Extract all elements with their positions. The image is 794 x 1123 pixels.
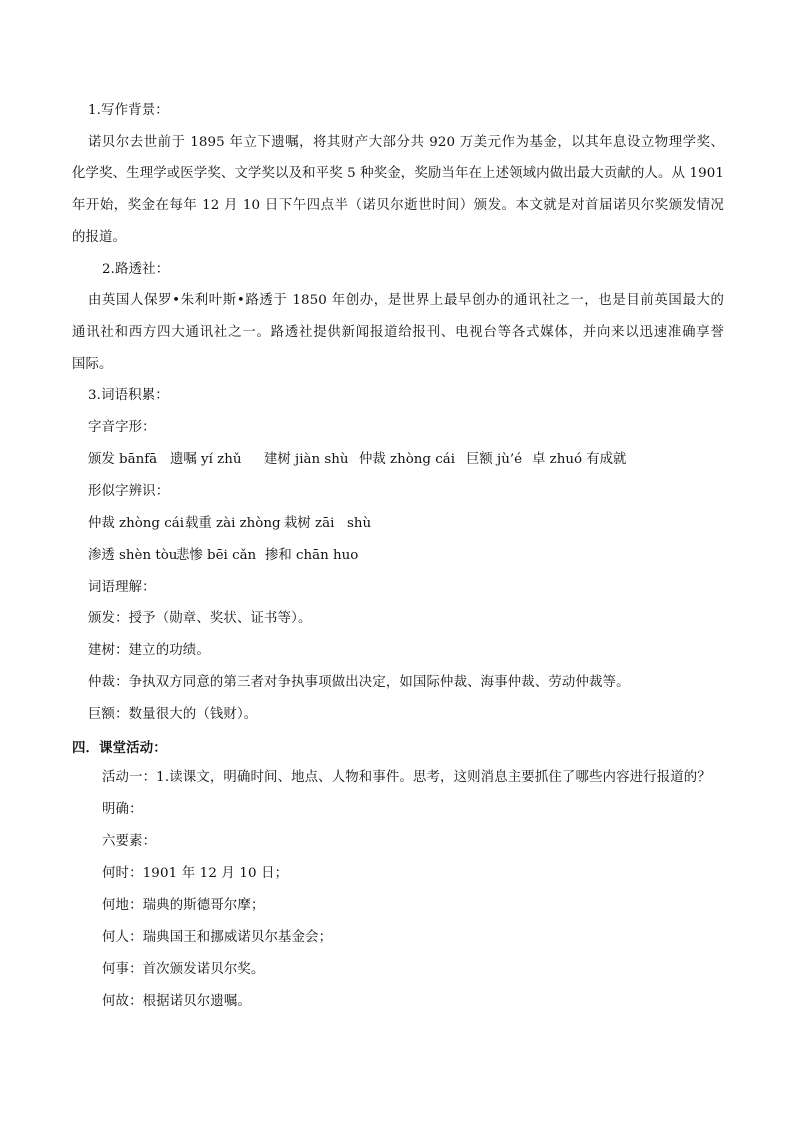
vocab-item: 仲裁 zhòng cái xyxy=(359,452,455,467)
clarify-label: 明确： xyxy=(102,802,143,817)
vocab-item: 悲惨 bēi cǎn xyxy=(176,548,257,563)
vocab-item: 掺和 chān huo xyxy=(265,548,359,563)
vocab-item: 卓 zhuó 有成就 xyxy=(532,452,627,467)
section-heading-reuters: 2.路透社： xyxy=(102,262,170,277)
element-when: 何时：1901 年 12 月 10 日； xyxy=(102,866,289,881)
subheading-similar-characters: 形似字辨识： xyxy=(88,484,170,499)
element-where: 何地：瑞典的斯德哥尔摩； xyxy=(102,898,265,913)
section-heading-background: 1.写作背景： xyxy=(88,103,169,118)
vocab-item: 载重 zài zhòng xyxy=(185,516,281,531)
vocab-item: 颁发 bānfā xyxy=(88,452,158,467)
vocab-item: 栽树 zāi xyxy=(284,516,335,531)
vocab-item: 巨额 jù’é xyxy=(466,452,522,467)
section-heading-classroom-activity: 四．课堂活动： xyxy=(72,740,167,756)
vocab-item: 建树 jiàn shù xyxy=(264,452,349,467)
vocab-item: 遗嘱 yí zhǔ xyxy=(170,452,242,467)
definition-line: 巨额：数量很大的（钱财）。 xyxy=(88,707,258,722)
paragraph-line: 由英国人保罗•朱利叶斯•路透于 1850 年创办，是世界上最早创办的通讯社之一，也是目前英国最大的 xyxy=(88,293,724,308)
definition-line: 建树：建立的功绩。 xyxy=(88,643,210,658)
subheading-pronunciation: 字音字形： xyxy=(88,420,156,435)
vocab-item: shù xyxy=(347,516,372,531)
paragraph-line: 年开始，奖金在每年 12 月 10 日下午四点半（诺贝尔逝世时间）颁发。本文就是对首届诺贝尔奖颁发情况 xyxy=(72,198,724,213)
paragraph-line: 的报道。 xyxy=(72,230,126,245)
element-what: 何事：首次颁发诺贝尔奖。 xyxy=(102,962,265,977)
paragraph-line: 国际。 xyxy=(72,357,113,372)
vocab-item: 渗透 shèn tòu xyxy=(88,548,178,563)
definition-line: 颁发：授予（勋章、奖状、证书等）。 xyxy=(88,611,312,626)
element-why: 何故：根据诺贝尔遗嘱。 xyxy=(102,994,251,1009)
paragraph-line: 诺贝尔去世前于 1895 年立下遗嘱，将其财产大部分共 920 万美元作为基金，以其年息设立物理学奖、 xyxy=(88,135,724,150)
element-who: 何人：瑞典国王和挪威诺贝尔基金会； xyxy=(102,930,333,945)
section-heading-vocabulary: 3.词语积累： xyxy=(88,388,169,403)
paragraph-line: 化学奖、生理学或医学奖、文学奖以及和平奖 5 种奖金，奖励当年在上述领域内做出最大贡献的人。从 1901 xyxy=(72,166,724,181)
definition-line: 仲裁：争执双方同意的第三者对争执事项做出决定，如国际仲裁、海事仲裁、劳动仲裁等。 xyxy=(88,675,630,690)
six-elements-label: 六要素： xyxy=(102,834,157,849)
subheading-word-meaning: 词语理解： xyxy=(88,580,156,595)
activity-prompt: 活动一：1.读课文，明确时间、地点、人物和事件。思考，这则消息主要抓住了哪些内容进行报道的？ xyxy=(102,770,711,785)
vocab-item: 仲裁 zhòng cái xyxy=(88,516,184,531)
paragraph-line: 通讯社和西方四大通讯社之一。路透社提供新闻报道给报刊、电视台等各式媒体，并向来以迅速准确享誉 xyxy=(72,325,724,340)
